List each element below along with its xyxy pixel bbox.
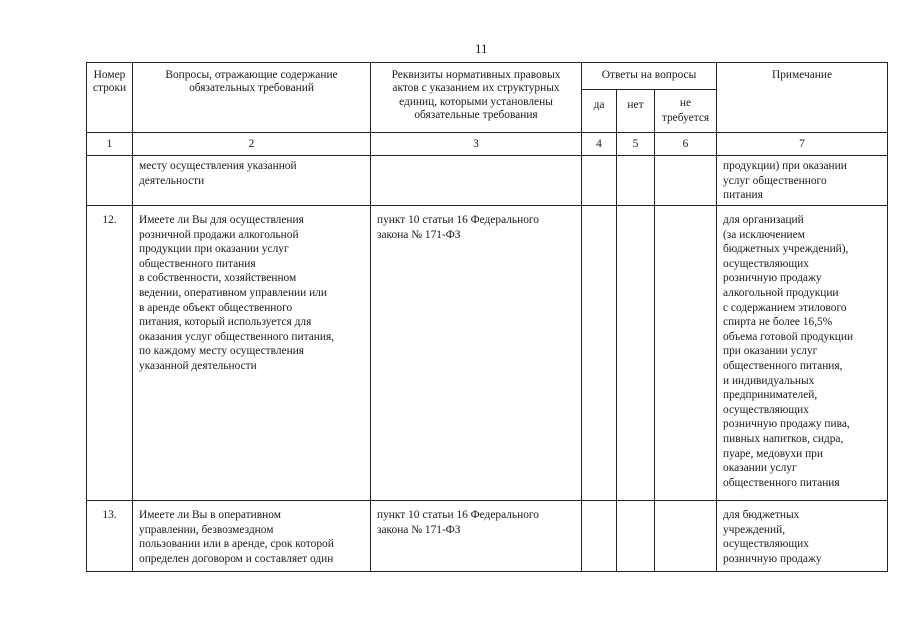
question-text: месту осуществления указанной деятельности — [133, 156, 371, 206]
question-text: Имеете ли Вы в оперативном управлении, безвозмездном пользовании или в аренде, срок которой определен договором и составляет один — [133, 501, 371, 572]
row-number: 12. — [87, 206, 133, 501]
answer-not-required-cell[interactable] — [655, 156, 717, 206]
table-row — [87, 206, 888, 501]
note-text: для организаций (за исключением бюджетных учреждений), осуществляющих розничную продажу алкогольной продукции с содержанием этилового спирта не более 16,5% объема готовой продукции при оказании услуг общественного питания, и индивидуальных предпринимателей, осуществляющих розничную продажу пива, пивных напитков, сидра, пуаре, медовухи при оказании услуг общественного питания — [717, 206, 888, 501]
column-number: 5 — [617, 133, 655, 156]
header-legal-references: Реквизиты нормативных правовых актов с указанием их структурных единиц, которыми установлены обязательные требования — [371, 63, 582, 133]
table-row — [87, 156, 888, 206]
requirements-table — [86, 62, 888, 572]
page-number: 11 — [475, 41, 488, 56]
header-answers: Ответы на вопросы — [582, 63, 717, 90]
column-number: 4 — [582, 133, 617, 156]
header-row — [87, 63, 888, 90]
answer-no-cell[interactable] — [617, 501, 655, 572]
column-number: 3 — [371, 133, 582, 156]
legal-reference: пункт 10 статьи 16 Федерального закона № 171-ФЗ — [371, 206, 582, 501]
column-number: 6 — [655, 133, 717, 156]
column-numbers-row — [87, 133, 888, 156]
answer-not-required-cell[interactable] — [655, 206, 717, 501]
legal-reference — [371, 156, 582, 206]
header-not-required: не требуется — [655, 90, 717, 133]
header-yes: да — [582, 90, 617, 133]
row-number: 13. — [87, 501, 133, 572]
column-number: 7 — [717, 133, 888, 156]
question-text: Имеете ли Вы для осуществления розничной продажи алкогольной продукции при оказании услуг общественного питания в собственности, хозяйственном ведении, оперативном управлении или в аренде объект общественного питания, который используется для оказания услуг общественного питания, по каждому месту осуществления указанной деятельности — [133, 206, 371, 501]
header-no: нет — [617, 90, 655, 133]
answer-no-cell[interactable] — [617, 206, 655, 501]
header-questions: Вопросы, отражающие содержание обязательных требований — [133, 63, 371, 133]
answer-not-required-cell[interactable] — [655, 501, 717, 572]
column-number: 1 — [87, 133, 133, 156]
answer-yes-cell[interactable] — [582, 156, 617, 206]
header-row-number: Номер строки — [87, 63, 133, 133]
note-text: для бюджетных учреждений, осуществляющих розничную продажу — [717, 501, 888, 572]
row-number — [87, 156, 133, 206]
note-text: продукции) при оказании услуг общественного питания — [717, 156, 888, 206]
answer-yes-cell[interactable] — [582, 501, 617, 572]
table-row — [87, 501, 888, 572]
column-number: 2 — [133, 133, 371, 156]
legal-reference: пункт 10 статьи 16 Федерального закона № 171-ФЗ — [371, 501, 582, 572]
answer-yes-cell[interactable] — [582, 206, 617, 501]
answer-no-cell[interactable] — [617, 156, 655, 206]
header-note: Примечание — [717, 63, 888, 133]
